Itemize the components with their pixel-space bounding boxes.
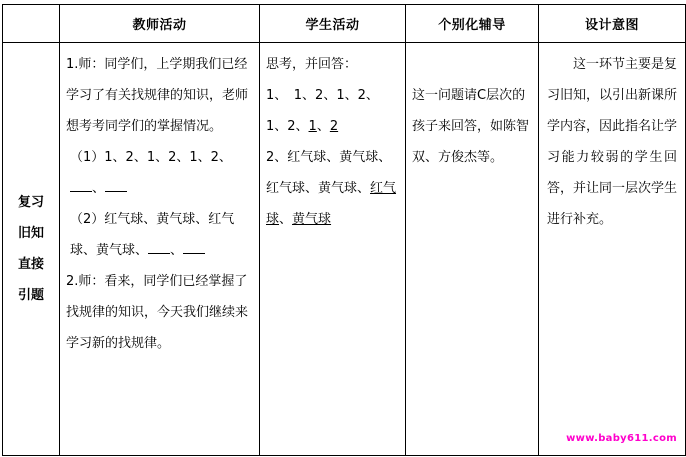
teacher-paragraph-2: 2.师：看来，同学们已经掌握了找规律的知识，今天我们继续来学习新的找规律。 — [66, 274, 249, 351]
site-watermark: www.baby611.com — [566, 433, 677, 444]
student-answer-2-sep: 、 — [279, 212, 293, 227]
answer-blank — [183, 241, 205, 254]
stage-label-3: 直接 — [17, 257, 44, 272]
header-stage — [3, 5, 60, 43]
design-intent-text: 这一环节主要是复习旧知，以引出新课所学内容，因此指名让学习能力较弱的学生回答，并让同一层次学生进行补充。 — [547, 57, 678, 227]
teacher-paragraph-1: 1.师：同学们，上学期我们已经学习了有关找规律的知识，老师想考考同学们的掌握情况。 — [66, 57, 249, 134]
student-paragraph-1: 思考，并回答： — [266, 57, 358, 72]
header-row — [3, 5, 686, 43]
teacher-question-2 — [66, 204, 253, 266]
student-answer-1-fill-2: 2 — [329, 119, 339, 134]
header-teacher-activity: 教师活动 — [60, 5, 260, 43]
design-intent-cell — [539, 43, 686, 456]
stage-cell — [3, 43, 60, 456]
student-answer-1-text: 1、 1、2、1、2、1、2、 — [266, 88, 379, 134]
answer-blank — [70, 179, 92, 192]
stage-label-1: 复习 — [17, 195, 44, 210]
student-activity-cell — [260, 43, 406, 456]
student-answer-2-fill-1: 红气球 — [266, 181, 397, 227]
header-design-intent: 设计意图 — [539, 5, 686, 43]
teacher-question-2-text: （2）红气球、黄气球、红气球、黄气球、 — [70, 212, 235, 258]
individual-guidance-cell — [406, 43, 539, 456]
stage-label-2: 旧知 — [17, 226, 44, 241]
answer-blank — [105, 179, 127, 192]
stage-label-4: 引题 — [17, 288, 44, 303]
teacher-activity-cell — [60, 43, 260, 456]
teacher-question-2-sep: 、 — [170, 243, 184, 258]
individual-guidance-text: 这一问题请C层次的孩子来回答，如陈智双、方俊杰等。 — [412, 88, 530, 165]
header-individual-guidance: 个别化辅导 — [406, 5, 539, 43]
student-answer-2-fill-2: 黄气球 — [292, 212, 332, 227]
student-answer-1 — [266, 80, 399, 142]
content-row — [3, 43, 686, 456]
student-answer-2-text: 2、红气球、黄气球、红气球、黄气球、 — [266, 150, 392, 196]
answer-blank — [148, 241, 170, 254]
header-student-activity: 学生活动 — [260, 5, 406, 43]
student-answer-2 — [266, 142, 399, 235]
teacher-question-1-sep: 、 — [92, 181, 106, 196]
student-answer-1-fill-1: 1 — [308, 119, 317, 134]
student-answer-1-sep: 、 — [316, 119, 330, 134]
lesson-plan-table — [2, 4, 686, 456]
teacher-question-1-text: （1）1、2、1、2、1、2、 — [70, 150, 232, 165]
teacher-question-1 — [66, 142, 253, 204]
